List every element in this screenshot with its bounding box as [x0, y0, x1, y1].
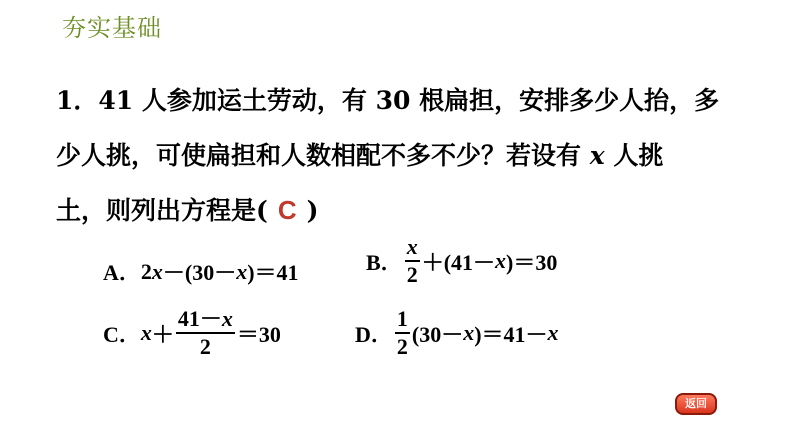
- question-line-3: [56, 197, 318, 223]
- option-a: [103, 256, 299, 287]
- question-line-2-text-b: 人挑: [604, 141, 664, 170]
- question-line-1: 1．41 人参加运土劳动，有 30 根扁担，安排多少人抬，多: [56, 86, 720, 115]
- option-d-var: x: [463, 320, 475, 345]
- option-c-numerator-var: x: [221, 306, 233, 331]
- option-b-tail: )＝30: [506, 249, 558, 275]
- option-b-fraction: [405, 236, 420, 286]
- question-line-2-text-a: 少人挑，可使扁担和人数相配不多不少？若设有: [56, 141, 590, 170]
- option-d-expr: (30－: [411, 321, 464, 347]
- back-button[interactable]: 返回: [675, 393, 717, 415]
- option-d-numerator: 1: [396, 306, 408, 331]
- option-c: [103, 308, 281, 358]
- option-d-mid: )＝41－: [474, 321, 548, 347]
- option-c-label: C．: [103, 321, 141, 347]
- option-a-expr2: －(30－: [162, 260, 237, 285]
- option-a-var1: x: [151, 258, 163, 284]
- option-c-fraction: [176, 308, 235, 358]
- question-line-3-text-b: ): [306, 196, 319, 225]
- option-d-label: D．: [355, 321, 393, 347]
- option-b-expr: ＋(41－: [421, 249, 496, 275]
- option-a-var2: x: [236, 258, 248, 284]
- option-d: [355, 308, 559, 358]
- variable-x: x: [589, 141, 605, 170]
- option-c-var: x: [140, 320, 152, 345]
- option-b-numerator: x: [406, 234, 418, 259]
- option-c-denominator: 2: [199, 334, 211, 359]
- option-d-var2: x: [547, 320, 559, 345]
- answer-choice: C: [277, 195, 297, 225]
- option-a-label: A．: [103, 260, 141, 285]
- option-c-numerator-text: 41－: [177, 306, 222, 331]
- option-d-fraction: [395, 308, 410, 358]
- option-c-tail: ＝30: [236, 321, 281, 347]
- option-c-plus: ＋: [151, 321, 174, 347]
- question-line-2: [56, 143, 663, 168]
- option-a-expr3: )＝41: [247, 260, 299, 285]
- option-b-var: x: [495, 248, 507, 273]
- option-b-denominator: 2: [406, 262, 418, 287]
- option-c-numerator: [176, 308, 235, 332]
- option-a-expr1: 2: [140, 258, 152, 284]
- option-b: [366, 236, 557, 286]
- section-title: 夯实基础: [62, 14, 162, 42]
- option-d-denominator: 2: [396, 334, 408, 359]
- question-line-3-text-a: 土，则列出方程是(: [56, 196, 268, 225]
- option-b-label: B．: [366, 249, 403, 275]
